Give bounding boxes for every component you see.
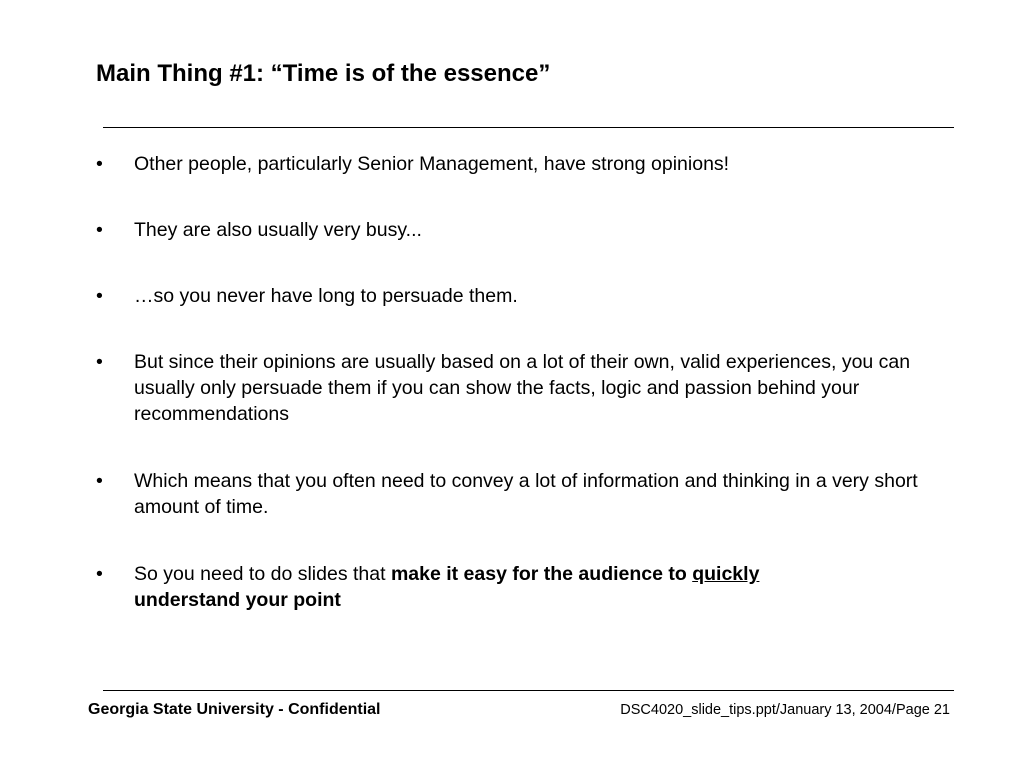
bullet-text: Which means that you often need to convey a lot of information and thinking in a very short amount of time.	[134, 470, 918, 518]
bullet-text: …so you never have long to persuade them.	[134, 285, 518, 307]
title-divider	[103, 127, 954, 128]
bullet-item	[96, 349, 946, 427]
bullet-text: They are also usually very busy...	[134, 219, 422, 241]
footer-divider	[103, 690, 954, 691]
bullet-marker: •	[96, 219, 103, 241]
slide-title: Main Thing #1: “Time is of the essence”	[96, 60, 551, 87]
bullet-text: But since their opinions are usually based on a lot of their own, valid experiences, you can usually only persuade them if you can show the facts, logic and passion behind your recommendations	[134, 351, 911, 425]
bullet-text	[134, 561, 946, 613]
bullet-item	[96, 468, 946, 520]
bullet-text-bold-underlined: quickly	[692, 563, 760, 585]
bullet-item	[96, 151, 946, 177]
bullet-marker: •	[96, 563, 103, 585]
footer-page-info: DSC4020_slide_tips.ppt/January 13, 2004/Page 21	[620, 702, 950, 718]
bullet-text: Other people, particularly Senior Management, have strong opinions!	[134, 153, 730, 175]
bullet-marker: •	[96, 285, 103, 307]
bullet-marker: •	[96, 351, 103, 373]
bullet-marker: •	[96, 470, 103, 492]
bullet-text-bold-end: understand your point	[134, 589, 341, 611]
bullet-text-bold: make it easy for the audience to	[390, 563, 693, 585]
bullet-item	[96, 283, 946, 309]
footer-confidential-label: Georgia State University - Confidential	[88, 701, 381, 718]
bullet-item	[96, 217, 946, 243]
bullet-text-plain: So you need to do slides that	[134, 563, 391, 585]
bullet-marker: •	[96, 153, 103, 175]
bullet-item	[96, 561, 946, 613]
